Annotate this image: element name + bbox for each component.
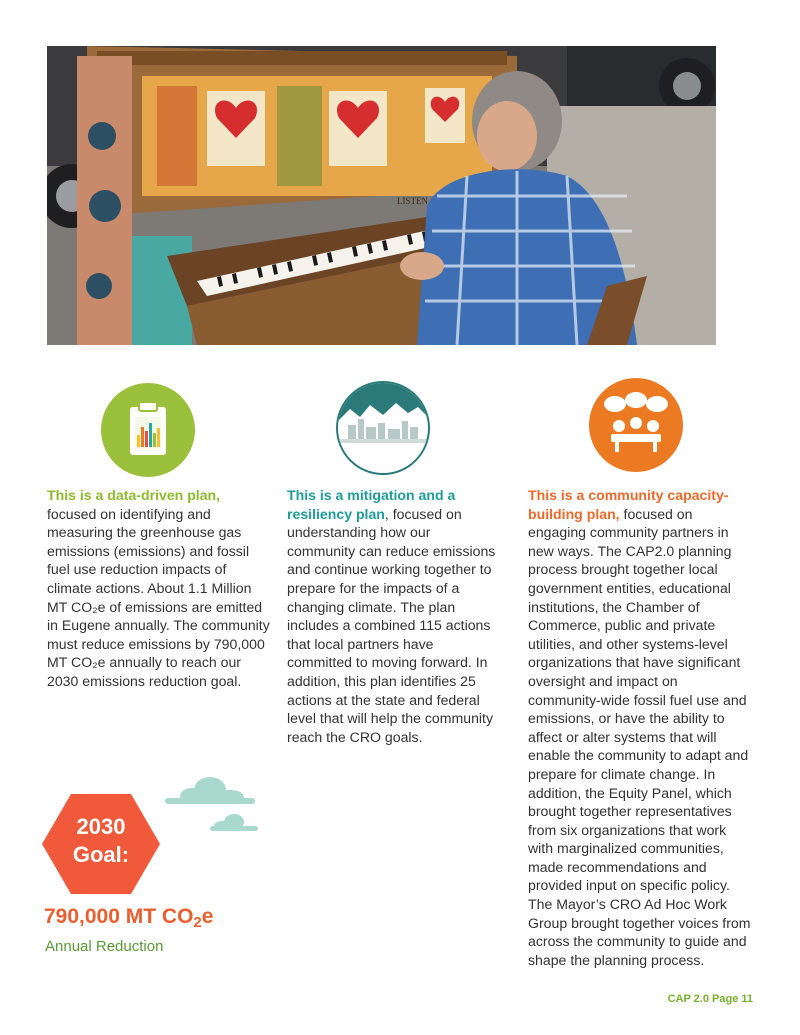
data-driven-plan-text bbox=[47, 486, 272, 691]
goal-value bbox=[44, 905, 213, 931]
clipboard-chart-icon bbox=[101, 383, 195, 477]
goal-value-subscript: 2 bbox=[193, 914, 202, 931]
meeting-people-icon bbox=[589, 378, 683, 472]
goal-badge-text bbox=[42, 813, 160, 869]
resiliency-plan-text bbox=[287, 486, 499, 746]
piano-label: LISTEN bbox=[397, 196, 428, 206]
piano-photo bbox=[47, 46, 716, 345]
goal-caption: Annual Reduction bbox=[45, 938, 164, 955]
clouds-icon bbox=[160, 772, 260, 834]
resiliency-body: , focused on understanding how our community can reduce emissions and continue working together to prepare for the impacts of a changing climate. The plan includes a combined 115 actions that local partners have committed to moving forward. In addition, this plan identifies 25 actions at the state and federal level that will help the community reach the CRO goals. bbox=[287, 505, 496, 745]
city-skyline-icon bbox=[336, 381, 430, 475]
capacity-building-plan-text bbox=[528, 486, 754, 969]
data-driven-lead: This is a data-driven plan, bbox=[47, 487, 221, 503]
resiliency-lead: This is a mitigation and a resiliency plan bbox=[287, 487, 456, 522]
data-driven-body: focused on identifying and measuring the greenhouse gas emissions (emissions) and fossil fuel use reduction impacts of climate actions. About 1.1 Million MT CO₂e of emissions are emitted in Eugene annually. The community must reduce emissions by 790,000 MT CO₂e annually to reach our 2030 emissions reduction goal. bbox=[47, 505, 270, 689]
capacity-body: focused on engaging community partners in new ways. The CAP2.0 planning process brought together local government entities, educational institutions, the Chamber of Commerce, public and private utilities, and other systems-level organizations that have significant oversight and impact on community-wide fossil fuel use and emissions, or have the ability to affect or alter systems that will enable the community to adapt and prepare for climate change. In addition, the Equity Panel, which brought together representatives from six organizations that work with marginalized communities, made recommendations and provided input on specific policy. The Mayor’s CRO Ad Hoc Work Group brought together voices from across the community to guide and shape the planning process. bbox=[528, 505, 751, 968]
page-number: CAP 2.0 Page 11 bbox=[667, 993, 753, 1005]
capacity-lead: This is a community capacity-building plan, bbox=[528, 487, 729, 522]
goal-label: Goal: bbox=[72, 842, 130, 867]
goal-value-main: 790,000 MT CO bbox=[44, 905, 194, 928]
goal-year: 2030 bbox=[76, 814, 126, 839]
goal-value-suffix: e bbox=[201, 905, 214, 928]
